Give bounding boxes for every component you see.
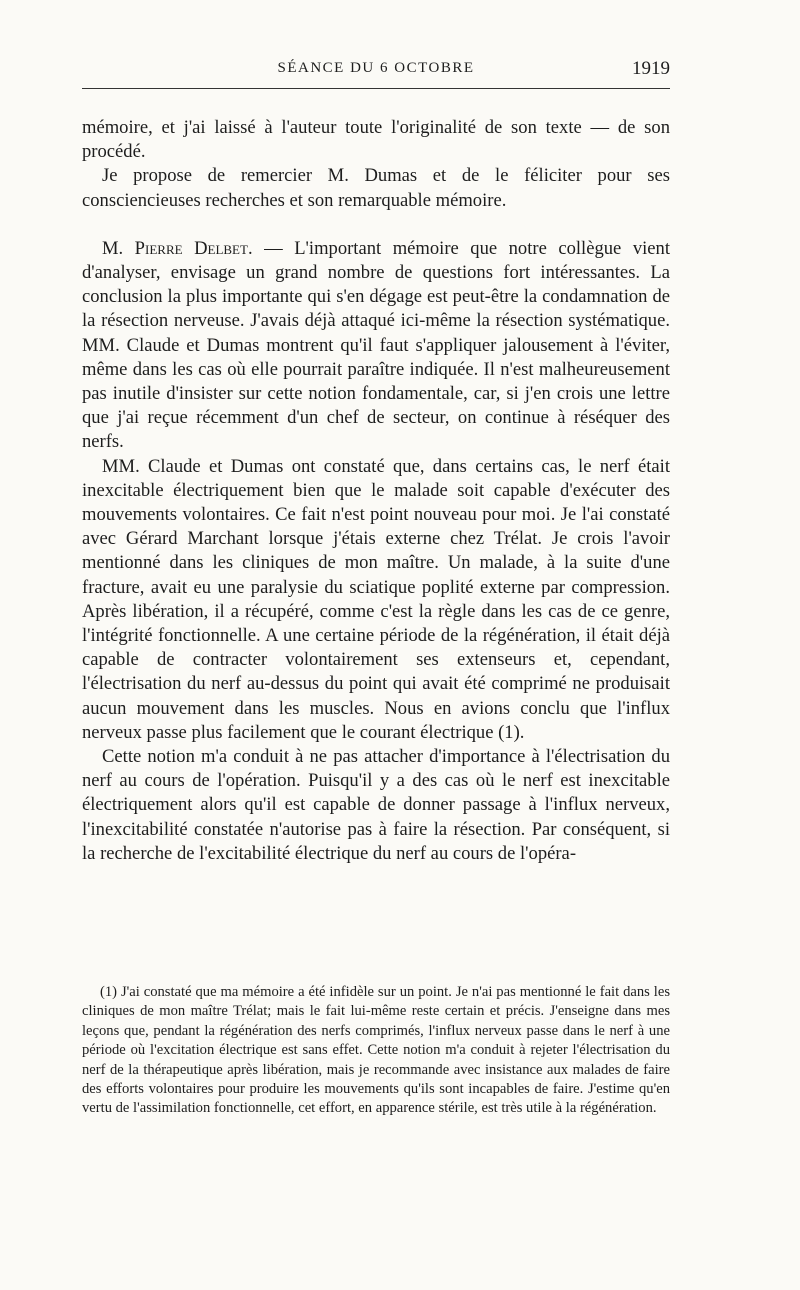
paragraph-continuation: mémoire, et j'ai laissé à l'auteur toute l'originalité de son texte — de son procédé. [82,117,670,163]
running-header [82,58,670,89]
paragraph-delbet-text: — L'important mémoire que notre collègue vient d'analyser, envisage un grand nombre de questions fort intéressantes. La conclusion la plus importante qui s'en dégage est peut-être la condamnation de la résection nerveuse. J'avais déjà attaqué ici-même la résection systématique. MM. Claude et Dumas montrent qu'il faut s'appliquer jalousement à l'éviter, même dans les cas où elle pourrait paraître indiquée. Il n'est malheureusement pas inutile d'insister sur cette notion fondamentale, car, si j'en crois une lettre que j'ai reçue récemment d'un chef de secteur, on continue à réséquer des nerfs. [82,237,670,453]
body-text [82,116,670,866]
paragraph-thanks: Je propose de remercier M. Dumas et de le féliciter pour ses consciencieuses recherches et son remarquable mémoire. [82,165,670,211]
footnote-1: (1) J'ai constaté que ma mémoire a été infidèle sur un point. Je n'ai pas mentionné le fait dans les cliniques de mon maître Trélat; mais le fait lui-même reste certain et précis. J'enseigne dans mes leçons que, pendant la régénération des nerfs comprimés, l'influx nerveux passe dans le nerf à une période où l'excitation électrique est sans effet. Cette notion m'a conduit à rejeter l'électrisation du nerf de la thérapeutique après libération, mais je recommande avec insistance aux malades de faire des efforts volontaires pour produire les mouvements qu'ils sont incapables de faire. J'estime qu'en vertu de l'assimilation fonctionnelle, cet effort, en apparence stérile, est très utile à la régénération. [82,984,670,1117]
speaker-name: M. Pierre Delbet. [102,237,253,259]
footnote-section [82,983,670,1119]
page-number: 1919 [632,58,670,79]
paragraph-observation: MM. Claude et Dumas ont constaté que, dans certains cas, le nerf était inexcitable électriquement bien que le malade soit capable d'exécuter des mouvements volontaires. Ce fait n'est point nouveau pour moi. Je l'ai constaté avec Gérard Marchant lorsque j'étais externe chez Trélat. Je crois l'avoir mentionné dans les cliniques de mon maître. Un malade, à la suite d'une fracture, avait eu une paralysie du sciatique poplité externe par compression. Après libération, il a récupéré, comme c'est la règle dans les cas de ce genre, l'intégrité fonctionnelle. A une certaine période de la régénération, il était déjà capable de contracter volontairement ses extenseurs et, cependant, l'électrisation du nerf au-dessus du point qui avait été comprimé ne produisait aucun mouvement dans les muscles. Nous en avions conclu que l'influx nerveux passe plus facilement que le courant électrique (1). [82,455,670,743]
paragraph-conclusion: Cette notion m'a conduit à ne pas attacher d'importance à l'électrisation du nerf au cours de l'opération. Puisqu'il y a des cas où le nerf est inexcitable électriquement alors qu'il est capable de donner passage à l'influx nerveux, l'inexcitabilité constatée n'autorise pas à faire la résection. Par conséquent, si la recherche de l'excitabilité électrique du nerf au cours de l'opéra- [82,746,670,864]
running-title: SÉANCE DU 6 OCTOBRE [277,60,475,76]
paragraph-delbet [82,237,670,455]
